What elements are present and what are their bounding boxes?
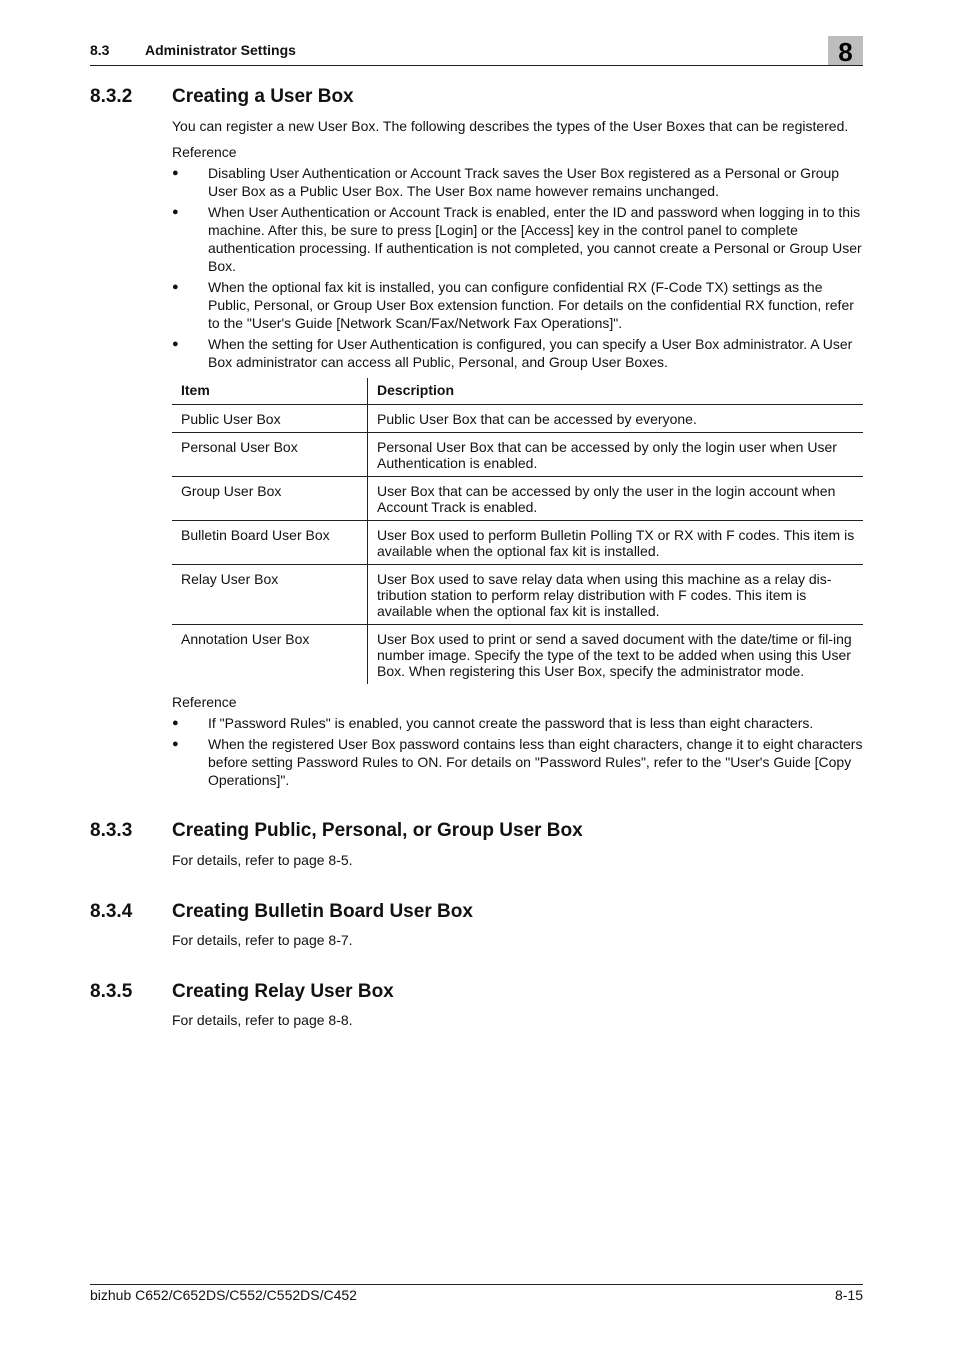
section-8-3-2-body xyxy=(172,117,863,371)
list-item: ● If "Password Rules" is enabled, you cannot create the password that is less than eight characters. xyxy=(172,715,814,731)
heading-number: 8.3.5 xyxy=(90,981,133,1002)
table-row xyxy=(172,521,863,565)
bullet-icon: ● xyxy=(172,281,179,293)
table-cell-item: Public User Box xyxy=(172,405,368,433)
heading-title: Creating a User Box xyxy=(172,86,354,107)
heading-number: 8.3.2 xyxy=(90,86,133,107)
table-row xyxy=(172,565,863,625)
table-header-row xyxy=(172,378,863,405)
table-row xyxy=(172,405,863,433)
bullet-icon: ● xyxy=(172,338,179,350)
footer-divider xyxy=(90,1284,863,1285)
table-cell-item: Group User Box xyxy=(172,477,368,521)
table-cell-description: User Box used to perform Bulletin Polling TX or RX with F codes. This item is available when the optional fax kit is installed. xyxy=(368,521,864,565)
bullet-icon: ● xyxy=(172,206,179,218)
heading-8-3-5 xyxy=(90,981,394,1003)
heading-title: Creating Public, Personal, or Group User Box xyxy=(172,820,583,841)
list-item: ● When the optional fax kit is installed, you can configure confidential RX (F-Code TX) settings as the Public, Personal, or Group User Box extension function. For details on the confidential RX function, refer to the "User's Guide [Network Scan/Fax/Network Fax Operations]". xyxy=(172,279,854,331)
footer-model: bizhub C652/C652DS/C552/C552DS/C452 xyxy=(90,1287,357,1303)
table-cell-item: Personal User Box xyxy=(172,433,368,477)
heading-8-3-2 xyxy=(90,86,354,108)
reference-label: Reference xyxy=(172,694,237,710)
table-cell-description: Personal User Box that can be accessed by only the login user when User Authentication is enabled. xyxy=(368,433,864,477)
bullet-icon: ● xyxy=(172,717,179,729)
list-item: ● When the registered User Box password contains less than eight characters, change it to eight characters before setting Password Rules to ON. For details on "Password Rules", refer to the "User's Guide [Copy Operations]". xyxy=(172,736,863,788)
table-cell-item: Relay User Box xyxy=(172,565,368,625)
header-section-title: Administrator Settings xyxy=(145,42,296,58)
table-cell-description: User Box used to print or send a saved document with the date/time or fil-ing number image. Specify the type of the text to be added when using this User Box. When registering this User Box, specify the administrator mode. xyxy=(377,631,852,679)
heading-title: Creating Bulletin Board User Box xyxy=(172,901,473,922)
table-row xyxy=(172,625,863,685)
table-row xyxy=(172,433,863,477)
heading-number: 8.3.3 xyxy=(90,820,133,841)
page-reference-text: For details, refer to page 8-5. xyxy=(172,852,353,868)
list-item: ● When the setting for User Authentication is configured, you can specify a User Box administrator. A User Box administrator can access all Public, Personal, and Group User Boxes. xyxy=(172,336,853,370)
table-row xyxy=(172,477,863,521)
reference-bullet-list xyxy=(172,164,863,371)
table-cell-description: User Box that can be accessed by only the user in the login account when Account Track is enabled. xyxy=(368,477,864,521)
footer-page-number: 8-15 xyxy=(834,1287,863,1303)
second-reference-block xyxy=(172,693,863,789)
section-8-3-5-body xyxy=(172,1011,863,1029)
heading-8-3-4 xyxy=(90,901,473,923)
section-8-3-4-body xyxy=(172,931,863,949)
table-cell-description: Public User Box that can be accessed by everyone. xyxy=(368,405,864,433)
list-item: ● Disabling User Authentication or Account Track saves the User Box registered as a Personal or Group User Box as a Public User Box. The User Box name however remains unchanged. xyxy=(172,165,840,199)
intro-paragraph: You can register a new User Box. The following describes the types of the User Boxes that can be registered. xyxy=(172,118,849,134)
header-divider xyxy=(90,65,863,66)
column-header-description: Description xyxy=(368,378,864,405)
table-cell-item: Annotation User Box xyxy=(172,625,368,685)
table-cell-item: Bulletin Board User Box xyxy=(172,521,368,565)
heading-title: Creating Relay User Box xyxy=(172,981,394,1002)
section-8-3-3-body xyxy=(172,851,863,869)
heading-8-3-3 xyxy=(90,820,583,842)
table-cell-description: User Box used to save relay data when using this machine as a relay dis-tribution station to perform relay distribution with F codes. This item is available when the optional fax kit is installed. xyxy=(368,565,864,625)
user-box-types-table xyxy=(172,378,863,684)
reference-label: Reference xyxy=(172,144,237,160)
heading-number: 8.3.4 xyxy=(90,901,133,922)
column-header-item: Item xyxy=(172,378,368,405)
page-reference-text: For details, refer to page 8-8. xyxy=(172,1012,353,1028)
header-section-number: 8.3 xyxy=(90,42,110,58)
chapter-number-badge: 8 xyxy=(828,36,863,66)
page-reference-text: For details, refer to page 8-7. xyxy=(172,932,353,948)
bullet-icon: ● xyxy=(172,738,179,750)
list-item: ● When User Authentication or Account Track is enabled, enter the ID and password when logging in to this machine. After this, be sure to press [Login] or the [Access] key in the control panel to complete authentication processing. If authentication is not completed, you cannot create a Personal or Group User Box. xyxy=(172,204,862,274)
reference-bullet-list xyxy=(172,714,863,789)
bullet-icon: ● xyxy=(172,167,179,179)
